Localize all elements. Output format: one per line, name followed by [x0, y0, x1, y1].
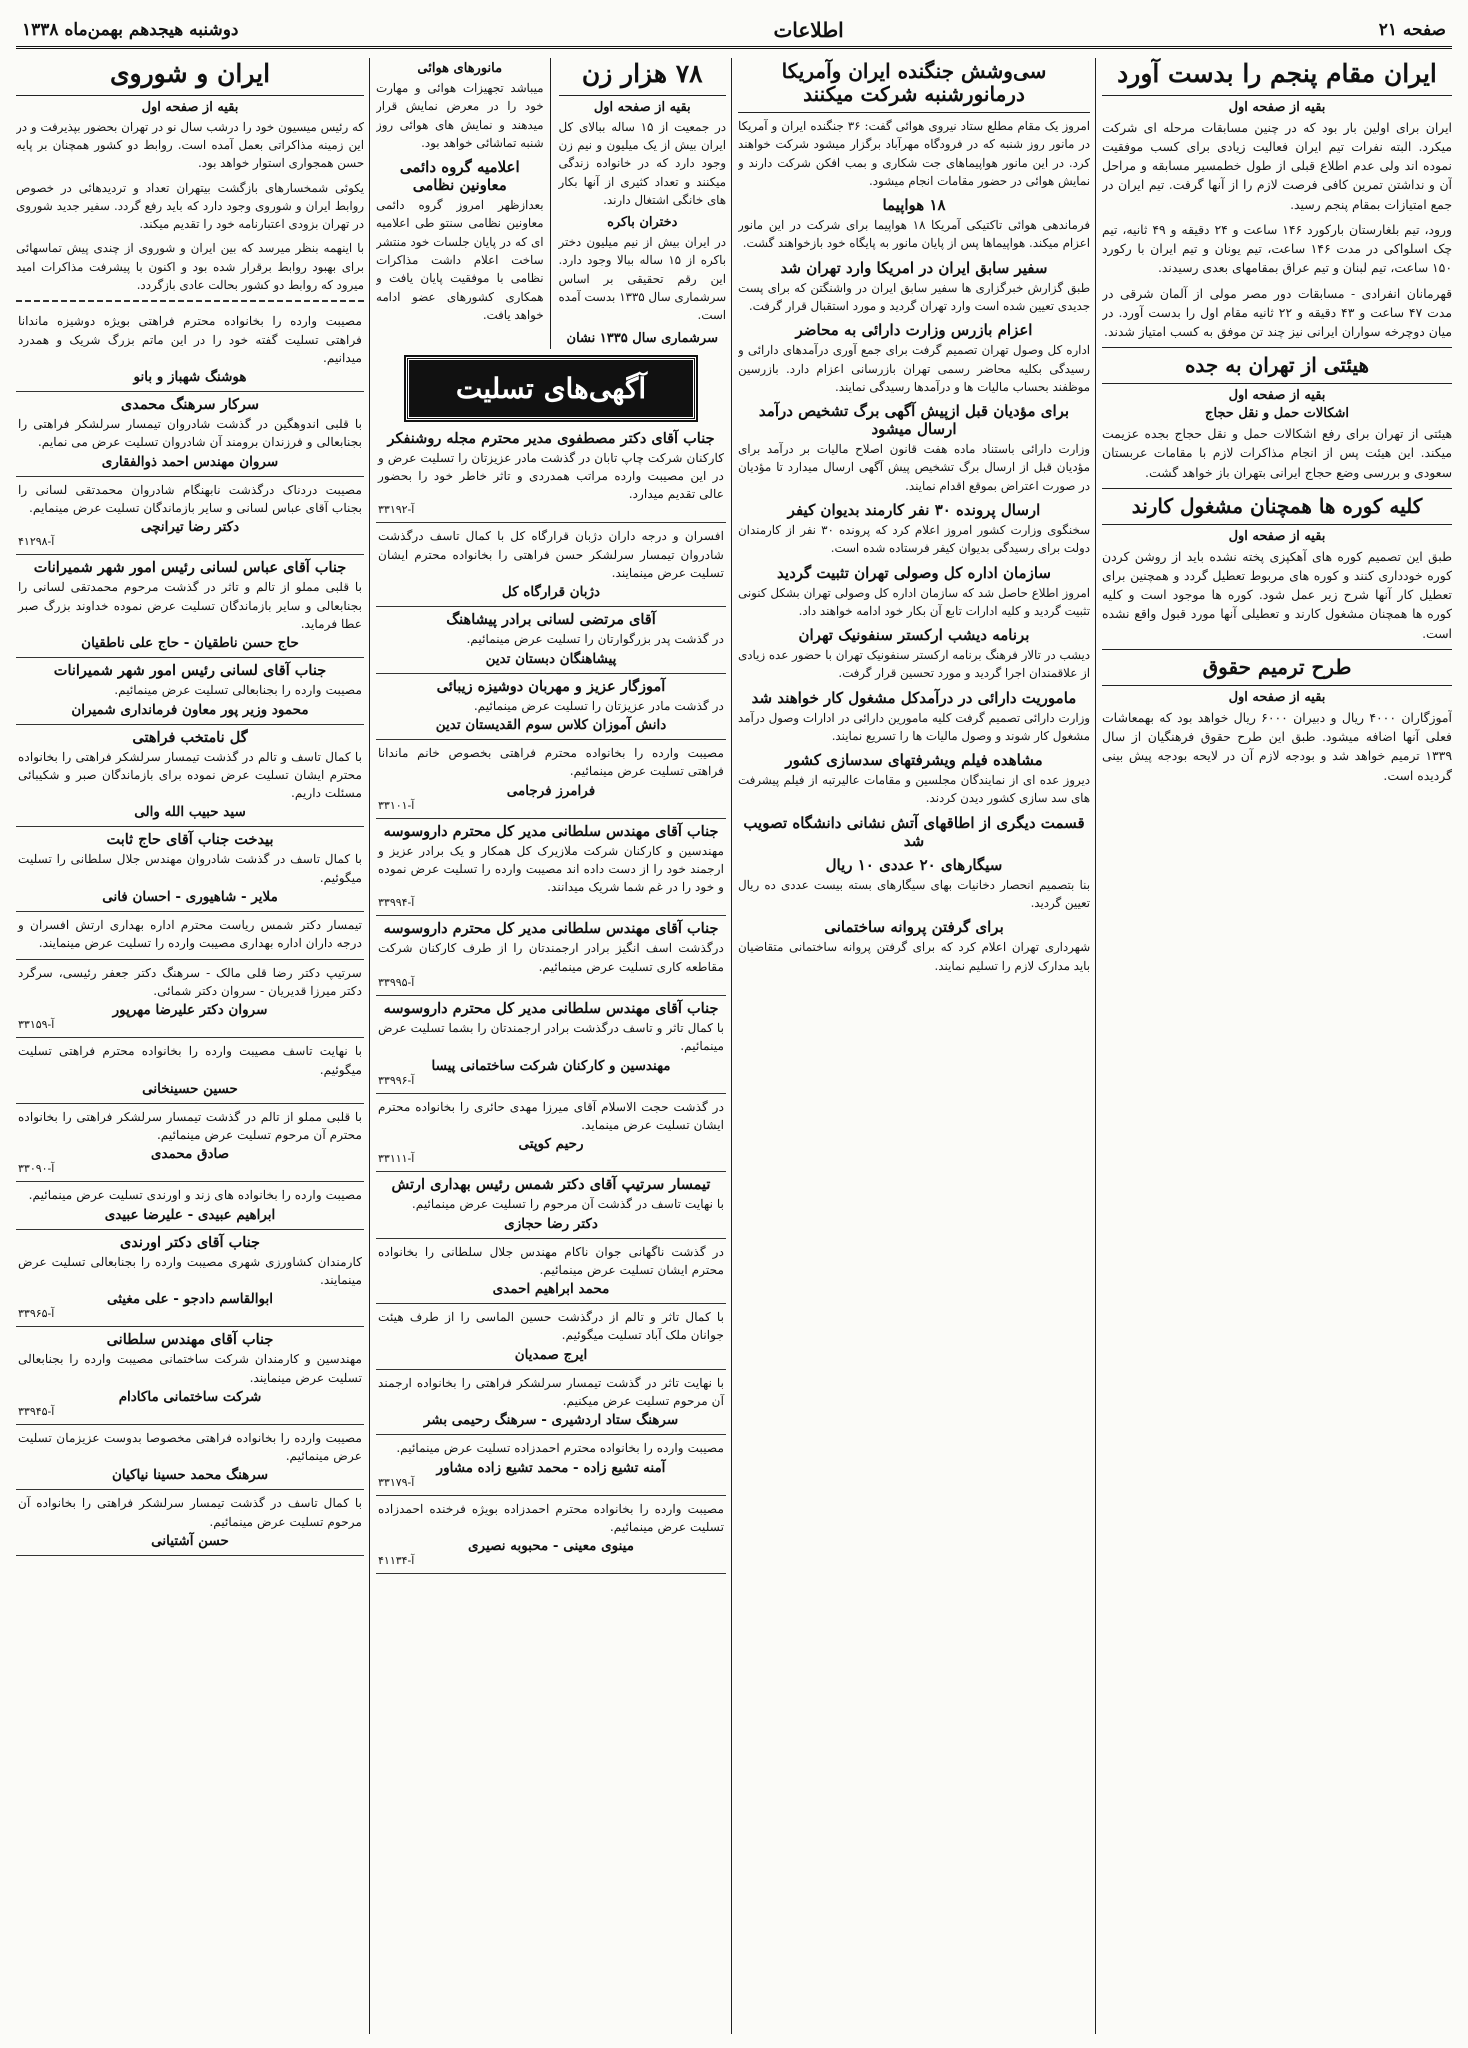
newspaper-page: [16, 14, 1452, 2034]
condolence-notice: [376, 1239, 726, 1305]
notice-signature: سرهنگ ستاد اردشیری - سرهنگ رحیمی بشر: [423, 1412, 679, 1429]
article-paragraph: میباشد تجهیزات هوائی و مهارت خود را در معرض نمایش قرار میدهند و نمایش های هوائی روز شنبه تماشائی خواهد بود.: [376, 81, 544, 150]
article-paragraph: در جمعیت از ۱۵ ساله ببالای کل ایران بیش از یک میلیون و نیم زن وجود دارد که در خانواده زندگی میکنند و تعداد کثیری از آنها بکار های خانگی اشتغال دارند.: [558, 119, 726, 207]
subhead: دختران باکره: [607, 215, 678, 231]
notice-title: بیدخت جناب آقای حاج ثابت: [106, 831, 274, 849]
notice-title: جناب آقای مهندس سلطانی مدیر کل محترم داروسوسه: [383, 1000, 719, 1018]
condolence-notice: [16, 827, 364, 912]
notice-body: در گذشت ناگهانی جوان ناکام مهندس جلال سلطانی را بخانواده محترم ایشان تسلیت عرض مینمائیم.: [378, 1244, 724, 1277]
condolence-notice: [376, 607, 726, 673]
separator: [16, 300, 364, 302]
column-rule: [369, 58, 370, 2034]
article-paragraph: قهرمانان انفرادی - مسابقات دور مصر مولی از آلمان شرقی در مدت ۴۷ ساعت و ۴۳ دقیقه و ۲۲ ثانیه مقام اول را بدست آورد. در میان دوچرخه سواران ایرانی نیز چند تن موفق به کسب امتیاز شدند.: [1102, 285, 1452, 339]
article-paragraph: امروز اطلاع حاصل شد که سازمان اداره کل وصولی تهران بشکل کنونی تثبیت گردید و کلیه ادارات تابع آن بکار خود ادامه خواهند داد.: [738, 585, 1090, 618]
condolence-banner: آگهی‌های تسلیت: [406, 357, 696, 420]
condolence-ads-list: [376, 426, 726, 1575]
notice-signature: محمود وزیر پور معاون فرمانداری شمیران: [71, 701, 309, 718]
subhead: ۱۸ هواپیما: [882, 196, 946, 215]
notice-signature: شرکت ساختمانی ماکادام: [118, 1388, 262, 1405]
condolence-notice: [16, 1490, 364, 1556]
notice-signature: ابوالقاسم دادجو - علی مغیثی: [106, 1291, 273, 1308]
condolence-notice: [16, 658, 364, 724]
headline-kilns: کلیه کوره ها همچنان مشغول کارند: [1102, 488, 1452, 525]
subhead: سیگارهای ۲۰ عددی ۱۰ ریال: [825, 855, 1003, 874]
column-second: [738, 58, 1090, 2034]
subhead: سفیر سابق ایران در امریکا وارد تهران شد: [780, 258, 1048, 277]
notice-signature: رحیم کوپتی: [518, 1136, 584, 1153]
condolence-notice: [16, 1038, 364, 1104]
continued-label: بقیه از صفحه اول: [1228, 689, 1326, 705]
notice-body: با نهایت تاثر در گذشت تیمسار سرلشکر فراهتی را بخانواده ارجمند آن مرحوم تسلیت عرض میکنیم.: [378, 1375, 724, 1408]
notice-body: با نهایت تاسف مصیبت وارده را بخانواده محترم فراهتی تسلیت میگوئیم.: [18, 1044, 362, 1077]
notice-signature: ایرج صمدیان: [514, 1346, 588, 1363]
subhead: اعلامیه گروه دائمی معاونین نظامی: [399, 158, 520, 195]
notice-body: با قلبی مملو از تالم و تاثر در گذشت مرحوم محمدتقی لسانی را بجنابعالی و سایر بازماندگان تسلیت عرض نموده خداوند بزرگ صبر عطا فرماید.: [18, 580, 362, 631]
subhead: برای مؤدیان قبل ازپیش آگهی برگ تشخیص درآمد ارسال میشود: [758, 402, 1070, 439]
notice-body: با کمال تاثر و تالم از درگذشت حسین الماسی را از طرف هیئت جوانان ملک آباد تسلیت میگوئیم.: [378, 1310, 724, 1343]
article-paragraph: در ایران بیش از نیم میلیون دختر باکره از ۱۵ ساله ببالا وجود دارد. این رقم تحقیقی بر اساس سرشماری سال ۱۳۳۵ بدست آمده است.: [558, 235, 726, 323]
notice-body: با کمال تاثر و تاسف درگذشت برادر ارجمندتان را بشما تسلیت عرض مینمائیم.: [378, 1021, 724, 1054]
notice-signature: دکتر رضا حجازی: [504, 1215, 598, 1232]
condolence-notice: [16, 392, 364, 477]
article-paragraph: ایران برای اولین بار بود که در چنین مسابقات مرحله ای شرکت میکرد. البته نفرات تیم ایران فعالیت زیادی برای کسب موفقیت نموده اند ولی عدم اطلاع قبلی از طول خطمسیر مسابقه و مراحل آن و نداشتن تمرین کافی فرصت لازم را از آنها گرفت. تیم ایران در جمع امتیازات بمقام پنجم رسید.: [1102, 119, 1452, 212]
condolence-notice: [16, 1425, 364, 1491]
notice-body: در گذشت حجت الاسلام آقای میرزا مهدی حائری را بخانواده محترم ایشان تسلیت عرض مینماید.: [378, 1099, 724, 1132]
notice-reference: آ-۳۳۱۵۹: [18, 1018, 55, 1032]
notice-reference: آ-۳۳۰۹۰: [18, 1162, 55, 1176]
article-paragraph: فرماندهی هوائی تاکتیکی آمریکا ۱۸ هواپیما برای شرکت در این مانور اعزام میکند. هواپیماها پس از پایان مانور به پایگاه خود بازخواهند گشت.: [738, 218, 1090, 251]
notice-title: گل نامتخب فراهتی: [132, 728, 248, 746]
notice-reference: آ-۳۳۹۹۵: [378, 976, 415, 990]
top-articles-row: [376, 58, 726, 349]
notice-reference: آ-۴۱۲۹۸: [18, 535, 55, 549]
notice-body: در گذشت پدر بزرگوارتان را تسلیت عرض مینمائیم.: [466, 632, 724, 647]
subhead: سازمان اداره کل وصولی تهران تثبیت گردید: [777, 563, 1051, 582]
notice-body: تیمسار دکتر شمس ریاست محترم اداره بهداری ارتش افسران و درجه داران اداره بهداری مصیبت وارده را تسلیت عرض مینمایند.: [18, 918, 362, 951]
issue-date: دوشنبه هیجدهم بهمن‌ماه ۱۳۳۸: [22, 20, 239, 40]
notice-signature: صادق محمدی: [150, 1146, 230, 1163]
article-paragraph: طبق این تصمیم کوره های آهکپزی پخته نشده باید از روشن کردن کوره خودداری کنند و کوره های مربوط تعطیل گردد و همچنین برای تعطیل کار آنها شرح زیر عمل شود. کوره ها موجود است و کلیه کوره ها همچنان مشغول کارند و تعطیلی آنها مورد قبول واقع نشده است.: [1102, 548, 1452, 641]
article-paragraph: آموزگاران ۴۰۰۰ ریال و دبیران ۶۰۰۰ ریال خواهد بود که بهمعاشات فعلی آنها اضافه میشود. طبق این طرح حقوق فرهنگیان از سال ۱۳۳۹ ترمیم خواهد شد و بودجه لازم آن در لایحه بودجه پیش بینی گردیده است.: [1102, 709, 1452, 783]
notice-reference: آ-۳۳۹۶۵: [18, 1307, 55, 1321]
continued-label: بقیه از صفحه اول: [141, 99, 239, 115]
condolence-notice: [16, 308, 364, 392]
condolence-notice: [16, 555, 364, 658]
condolence-notice: [376, 523, 726, 607]
column-third: [376, 58, 726, 2034]
column-rule: [1095, 58, 1096, 2034]
notice-body: با نهایت تاسف در گذشت آن مرحوم را تسلیت عرض مینمائیم.: [411, 1197, 724, 1212]
headline-fifth-place: ایران مقام پنجم را بدست آورد: [1102, 58, 1452, 96]
notice-body: افسران و درجه داران دژبان قرارگاه کل با کمال تاسف درگذشت شادروان تیمسار سرلشکر حسن فراهتی را بخانواده محترم ایشان تسلیت عرض مینمایند.: [378, 529, 724, 581]
condolence-notice: [16, 725, 364, 828]
continued-label: بقیه از صفحه اول: [593, 99, 691, 115]
article-paragraph: هیئتی از تهران برای رفع اشکالات حمل و نقل حجاج بجده عزیمت میکند. این هیئت پس از انجام مذاکرات لازم با مقامات عربستان سعودی و بررسی وضع حجاج ایرانی بتهران باز خواهد گشت.: [1102, 426, 1452, 480]
continued-label: بقیه از صفحه اول: [1228, 528, 1326, 544]
notice-title: جناب آقای مهندس سلطانی مدیر کل محترم داروسوسه: [383, 920, 719, 938]
notice-title: جناب آقای مهندس سلطانی مدیر کل محترم داروسوسه: [383, 822, 719, 840]
notice-signature: سروان دکتر علیرضا مهرپور: [112, 1002, 268, 1019]
subhead: اعزام بازرس وزارت دارائی به محاضر: [795, 321, 1033, 340]
condolence-notice: [16, 1230, 364, 1328]
column-right: [1102, 58, 1452, 2034]
article-paragraph: بنا بتصمیم انحصار دخانیات بهای سیگارهای بسته بیست عددی ده ریال تعیین گردید.: [738, 877, 1090, 911]
article-paragraph: با اینهمه بنظر میرسد که بین ایران و شوروی از چندی پیش تماسهائی برای بهبود روابط برقرار شده بود و اکنون با پیشرفت مذاکرات امید میرود که روابط دو کشور بحالت عادی بازگردد.: [16, 241, 364, 292]
subhead: مشاهده فیلم ویشرفتهای سدسازی کشور: [785, 751, 1043, 770]
notice-body: سرتیپ دکتر رضا قلی مالک - سرهنگ دکتر جعفر رئیسی، سرگرد دکتر میرزا قدیریان - سروان دکتر شمائی.: [18, 965, 362, 998]
notice-signature: حسین حسینخانی: [142, 1080, 238, 1097]
article-paragraph: یکوئی شمخسارهای بازگشت بیتهران تعداد و تردیدهائی در خصوص روابط ایران و شوروی وجود دارد که باید رفع گردد. سفیر جدید شوروی در تهران بزودی اعتبارنامه خود را تقدیم میکند.: [16, 180, 364, 232]
condolence-notice: [376, 674, 726, 740]
continued-label: بقیه از صفحه اول: [1228, 99, 1326, 115]
notice-signature: دانش آموزان کلاس سوم القدیستان تدین: [435, 716, 667, 733]
notice-signature: ملایر - شاهیوری - احسان فانی: [102, 889, 278, 906]
condolence-notice: [376, 426, 726, 524]
subhead: ماموریت دارائی در درآمدکل مشغول کار خواهند شد: [751, 688, 1077, 707]
notice-title: جناب آقای دکتر اورندی: [119, 1233, 261, 1251]
headline-iran-soviet: ایران و شوروی: [16, 58, 364, 96]
notice-body: با قلبی اندوهگین در گذشت شادروان تیمسار سرلشکر فراهتی را بجنابعالی و فرزندان برومند آن شادروان تسلیت عرض می نمایم.: [18, 417, 362, 450]
notice-reference: آ-۳۳۱۰۱: [378, 798, 415, 812]
notice-signature: آمنه تشیع زاده - محمد تشیع زاده مشاور: [436, 1459, 666, 1476]
article-paragraph: طبق گزارش خبرگزاری ها سفیر سابق ایران در واشنگتن که برای پست جدیدی تعیین شده است وارد تهران گردید و مورد استقبال قرار گرفت.: [738, 280, 1090, 313]
notice-body: درگذشت اسف انگیز برادر ارجمندتان را از طرف کارکنان شرکت مقاطعه کاری تسلیت عرض مینمائیم.: [378, 941, 724, 974]
census-note: سرشماری سال ۱۳۳۵ نشان: [566, 330, 718, 346]
notice-body: مصیبت وارده را بجنابعالی تسلیت عرض مینمائیم.: [114, 683, 362, 698]
notice-body: مصیبت وارده را بخانواده محترم فراهتی بخصوص خانم ماندانا فراهتی تسلیت عرض مینمائیم.: [378, 745, 724, 779]
notice-title: تیمسار سرتیپ آقای دکتر شمس رئیس بهداری ارتش: [391, 1176, 711, 1194]
masthead: [16, 14, 1452, 49]
notice-body: با قلبی مملو از تالم در گذشت تیمسار سرلشکر فراهتی را بخانواده محترم آن مرحوم تسلیت عرض مینمائیم.: [18, 1109, 362, 1143]
condolence-notice: [376, 1172, 726, 1238]
headline-fighters: سی‌وشش جنگنده ایران وآمریکا درمانورشنبه شرکت میکنند: [738, 58, 1090, 113]
article-paragraph: که رئیس میسیون خود را درشب سال نو در تهران بحضور بپذیرفت و در این زمینه مذاکراتی بعمل آمده است. روابط دو کشور همچنان بر پایه حسن همجواری استوار خواهد بود.: [16, 119, 364, 171]
notice-reference: آ-۳۳۱۷۹: [378, 1475, 415, 1489]
column-rule: [731, 58, 732, 2034]
article-paragraph: دیشب در تالار فرهنگ برنامه ارکستر سنفونیک تهران با حضور عده زیادی از علاقمندان اجرا گردید و مورد تحسین قرار گرفت.: [738, 648, 1090, 681]
notice-signature: سرهنگ محمد حسینا نیاکیان: [111, 1467, 269, 1484]
condolence-notice: [376, 1370, 726, 1436]
column-left: [16, 58, 364, 2034]
notice-signature: حاج حسن ناطقیان - حاج علی ناطقیان: [81, 635, 299, 652]
condolence-notice: [376, 916, 726, 996]
headline-women: ۷۸ هزار زن: [559, 58, 727, 96]
notice-title: جناب آقای لسانی رئیس امور شهر شمیرانات: [53, 662, 327, 680]
notice-body: مصیبت وارده را بخانواده محترم احمدزاده بویژه فرخنده احمدزاده تسلیت عرض مینمائیم.: [378, 1501, 724, 1534]
notice-signature: مینوی معینی - محبوبه نصیری: [467, 1538, 634, 1555]
notice-signature: پیشاهنگان دبستان تدین: [485, 650, 617, 667]
article-paragraph: ورود، تیم بلغارستان بارکورد ۱۴۶ ساعت و ۲۴ دقیقه و ۴۹ ثانیه، تیم چک اسلواکی در مدت ۱۴۶ ساعت، تیم یونان و تیم ایران با رکورد ۱۵۰ ساعت، تیم لبنان و تیم عراق بمقامهای بعدی رسیدند.: [1102, 221, 1452, 276]
subhead: مانورهای هوائی: [417, 61, 503, 76]
condolence-ads-list: [16, 308, 364, 1556]
article-paragraph: وزارت دارائی باستناد ماده هفت قانون اصلاح مالیات بر درآمد برای مؤدیان قبل از ارسال برگ تشخیص پیش آگهی ارسال میدارد تا مؤدیان در صورت اعتراض بموقع اقدام نمایند.: [738, 442, 1090, 493]
notice-body: کارمندان کشاورزی شهری مصیبت وارده را بجنابعالی تسلیت عرض مینمایند.: [18, 1254, 362, 1287]
notice-title: سرکار سرهنگ محمدی: [120, 396, 260, 414]
article-paragraph: وزارت دارائی تصمیم گرفت کلیه مامورین دارائی در ادارات وصول درآمد مشغول کار شوند و وصول مالیات ها را تسریع نمایند.: [738, 710, 1090, 743]
cento-article: [376, 58, 551, 349]
article-paragraph: سخنگوی وزارت کشور امروز اعلام کرد که پرونده ۳۰ نفر از کارمندان دولت برای رسیدگی بدیوان کیفر فرستاده شده است.: [738, 522, 1090, 556]
notice-signature: سید حبیب الله والی: [134, 804, 246, 821]
notice-body: با کمال تاسف و تالم در گذشت تیمسار سرلشکر فراهتی را بخانواده محترم ایشان تسلیت عرض نموده برای بازماندگان صبر و شکیبائی مسئلت داریم.: [18, 749, 362, 801]
women-article: [559, 58, 727, 349]
condolence-notice: [376, 740, 726, 819]
condolence-notice: [376, 1094, 726, 1173]
notice-title: آموزگار عزیز و مهربان دوشیزه زیبائی: [436, 677, 666, 695]
notice-body: مصیبت وارده را بخانواده های زند و اورندی تسلیت عرض مینمائیم.: [28, 1188, 362, 1203]
subhead: ارسال پرونده ۳۰ نفر کارمند بدیوان کیفر: [787, 500, 1041, 519]
condolence-notice: [16, 477, 364, 556]
notice-reference: آ-۴۱۱۳۴: [378, 1554, 415, 1568]
notice-body: با کمال تاسف در گذشت شادروان مهندس جلال سلطانی را تسلیت میگوئیم.: [18, 852, 362, 885]
notice-body: در گذشت مادر عزیزتان را تسلیت عرض مینمائیم.: [473, 698, 724, 713]
condolence-notice: [16, 960, 364, 1039]
headline-jeddah: هیئتی از تهران به جده: [1102, 347, 1452, 384]
subhead: قسمت دیگری از اطاقهای آتش نشانی دانشگاه تصویب شد: [743, 813, 1085, 850]
notice-signature: ابراهیم عبیدی - علیرضا عبیدی: [104, 1206, 276, 1223]
article-paragraph: بعدازظهر امروز گروه دائمی معاونین نظامی سنتو طی اعلامیه ای که در پایان جلسات خود منتشر ساخت اعلام داشت مذاکرات نظامی با موفقیت پایان یافت و همکاری کشورهای عضو ادامه خواهد یافت.: [376, 198, 544, 322]
condolence-notice: [376, 1304, 726, 1370]
notice-signature: سروان مهندس احمد ذوالفقاری: [101, 453, 279, 470]
article-paragraph: اداره کل وصول تهران تصمیم گرفت برای جمع آوری درآمدهای دارائی و رسیدگی بکلیه محاضر رسمی تهران بازرسانی اعزام دارد. بازرسین موظفند بحساب مالیات ها و درآمدها رسیدگی نمایند.: [738, 343, 1090, 394]
notice-body: کارکنان شرکت چاپ تابان در گذشت مادر عزیزتان را تسلیت عرض و در این مصیبت وارده مراتب همدردی و تاثر خاطر خود را بحضور عالی تقدیم میدارد.: [378, 450, 724, 502]
notice-title: جناب آقای دکتر مصطفوی مدیر محترم مجله روشنفکر: [387, 429, 715, 447]
notice-body: مصیبت وارده را بخانواده محترم فراهتی بویژه دوشیزه ماندانا فراهتی تسلیت گفته خود را در این ماتم بزرگ شریک و همدرد میدانیم.: [18, 314, 362, 365]
notice-body: مصیبت وارده را بخانواده فراهتی مخصوصا بدوست عزیزمان تسلیت عرض مینمائیم.: [18, 1430, 362, 1464]
condolence-notice: [16, 1104, 364, 1183]
notice-signature: حسن آشتیانی: [151, 1533, 229, 1550]
subhead: برای گرفتن پروانه ساختمانی: [824, 918, 1004, 937]
condolence-notice: [16, 1182, 364, 1229]
condolence-notice: [376, 819, 726, 917]
notice-signature: مهندسین و کارکنان شرکت ساختمانی پیسا: [431, 1057, 671, 1074]
newspaper-name: اطلاعات: [773, 18, 844, 42]
notice-body: مهندسین و کارکنان شرکت ملازیرک کل همکار و یک برادر عزیز و ارجمند خود را از دست داده اند مصیبت وارده را تسلیت عرض نموده و خود را در غم شما شریک میدانند.: [378, 843, 724, 895]
article-paragraph: امروز یک مقام مطلع ستاد نیروی هوائی گفت: ۳۶ جنگنده ایران و آمریکا در مانور روز شنبه که در فرودگاه مهرآباد برگزار میشود شرکت خواهند کرد. در این مانور هواپیماهای جت شکاری و بمب افکن شرکت دارند و نمایش هوائی در حضور مقامات انجام میشود.: [738, 119, 1090, 188]
article-paragraph: دیروز عده ای از نمایندگان مجلسین و مقامات عالیرتبه از فیلم پیشرفت های سد سازی کشور دیدن کردند.: [738, 773, 1090, 806]
notice-reference: آ-۳۳۹۴۵: [18, 1404, 55, 1418]
notice-reference: آ-۳۳۱۱۱: [378, 1152, 415, 1166]
subhead: برنامه دیشب ارکستر سنفونیک تهران: [798, 626, 1030, 645]
article-paragraph: شهرداری تهران اعلام کرد که برای گرفتن پروانه ساختمانی متقاضیان باید مدارک لازم را تسلیم نمایند.: [738, 940, 1090, 973]
headline-salary-plan: طرح ترمیم حقوق: [1102, 649, 1452, 686]
notice-reference: آ-۳۳۹۹۴: [378, 896, 415, 910]
notice-title: جناب آقای مهندس سلطانی: [106, 1331, 274, 1349]
notice-signature: محمد ابراهیم احمدی: [492, 1281, 610, 1298]
condolence-notice: [16, 912, 364, 960]
condolence-notice: [16, 1327, 364, 1425]
notice-title: آقای مرتضی لسانی برادر پیشاهنگ: [446, 611, 656, 629]
notice-body: با کمال تاسف در گذشت تیمسار سرلشکر فراهتی را بخانواده آن مرحوم تسلیت عرض مینمائیم.: [18, 1496, 362, 1529]
notice-body: مهندسین و کارمندان شرکت ساختمانی مصیبت وارده را بجنابعالی تسلیت عرض مینمایند.: [18, 1352, 362, 1385]
notice-body: مصیبت دردناک درگذشت نابهنگام شادروان محمدتقی لسانی را بجناب آقای عباس لسانی و سایر بازماندگان تسلیت عرض مینمایم.: [18, 482, 362, 516]
subhead: اشکالات حمل و نقل حجاج: [1205, 406, 1349, 422]
notice-body: مصیبت وارده را بخانواده محترم احمدزاده تسلیت عرض مینمائیم.: [396, 1441, 724, 1456]
continued-label: بقیه از صفحه اول: [1228, 388, 1326, 404]
notice-signature: دکتر رضا تیرانچی: [140, 519, 240, 536]
notice-reference: آ-۳۳۹۹۶: [378, 1073, 415, 1087]
condolence-notice: [376, 1496, 726, 1575]
notice-signature: دژبان قرارگاه کل: [501, 584, 601, 601]
notice-reference: آ-۳۳۱۹۲: [378, 503, 415, 517]
page-number: صفحه ۲۱: [1378, 20, 1446, 40]
notice-signature: فرامرز فرجامی: [506, 782, 596, 799]
condolence-notice: [376, 1435, 726, 1495]
notice-signature: هوشنگ شهباز و بانو: [133, 369, 247, 386]
condolence-notice: [376, 996, 726, 1094]
notice-title: جناب آقای عباس لسانی رئیس امور شهر شمیرانات: [33, 559, 347, 577]
